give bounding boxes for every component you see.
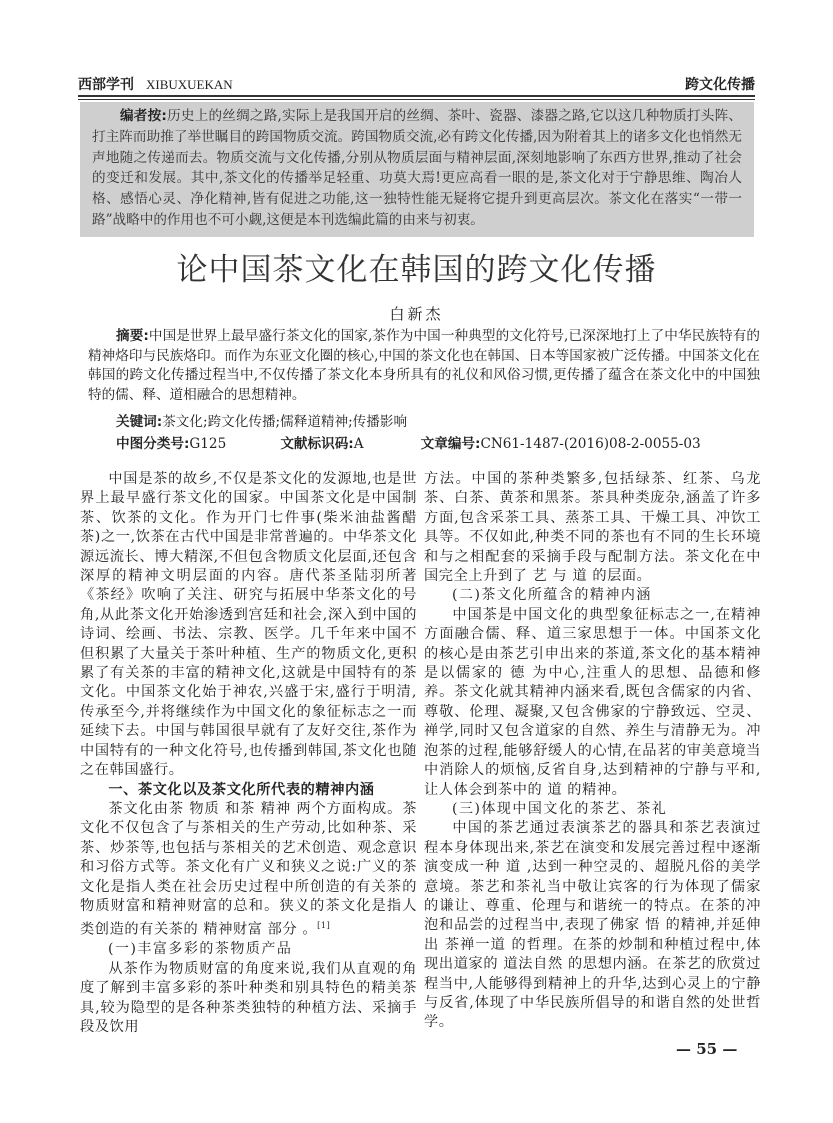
header-rule [78, 95, 755, 100]
clc-value: G125 [189, 436, 227, 452]
subsection-heading: (三)体现中国文化的茶艺、茶礼 [452, 800, 668, 817]
abstract-text: 中国是世界上最早盛行茶文化的国家,茶作为中国一种典型的文化符号,已深深地打上了中华民族特有的精神烙印与民族烙印。而作为东亚文化圈的核心,中国的茶文化也在韩国、日本等国家被广泛传播。中国茶文化在韩国的跨文化传播过程当中,不仅传播了茶文化本身所具有的礼仪和风俗习惯,更传播了蕴含在茶文化中的中国独特的儒、释、道相融合的思想精神。 [88, 328, 761, 403]
doc-code [280, 432, 416, 452]
article-number [421, 432, 701, 452]
subsection-heading: (一)丰富多彩的茶物质产品 [108, 941, 293, 958]
paragraph: 中国是茶的故乡,不仅是茶文化的发源地,也是世界上最早盛行茶文化的国家。中国茶文化是中国制茶、饮茶的文化。作为开门七件事(柴米油盐酱醋茶)之一,饮茶在古代中国是非常普遍的。中华茶文化源远流长、博大精深,不但包含物质文化层面,还包含深厚的精神文明层面的内容。唐代茶圣陆羽所著《茶经》吹响了关注、研究与拓展中华茶文化的号角,从此茶文化开始渗透到宫廷和社会,深入到中国的诗词、绘画、书法、宗教、医学。几千年来中国不但积累了大量关于茶叶种植、生产的物质文化,更积累了有关茶的丰富的精神文化,这就是中国特有的茶文化。中国茶文化始于神农,兴盛于宋,盛行于明清,传承至今,并将继续作为中国文化的象征标志之一而延续下去。中国与韩国很早就有了友好交往,茶作为中国特有的一种文化符号,也传播到韩国,茶文化也随之在韩国盛行。 [80, 471, 417, 779]
abstract-label: 摘要: [116, 328, 149, 344]
paragraph: 中国茶是中国文化的典型象征标志之一,在精神方面融合儒、释、道三家思想于一体。中国茶文化的核心是由茶艺引申出来的茶道,茶文化的基本精神是以儒家的 德 为中心,注重人的思想、品德和修养。茶文化就其精神内涵来看,既包含儒家的内省、尊敬、伦理、凝聚,又包含佛家的宁静致远、空灵、禅学,同时又包含道家的自然、养生与清静无为。冲泡茶的过程,能够舒缓人的心情,在品茗的审美意境当中消除人的烦恼,反省自身,达到精神的宁静与平和,让人体会到茶中的 道 的精神。 [424, 606, 761, 798]
article-title: 论中国茶文化在韩国的跨文化传播 [176, 252, 657, 288]
paragraph [80, 800, 417, 941]
clc-label: 中图分类号: [116, 436, 190, 452]
paragraph-continued: 方法。中国的茶种类繁多,包括绿茶、红茶、乌龙茶、白茶、黄茶和黑茶。茶具种类庞杂,涵盖了许多方面,包含采茶工具、蒸茶工具、干燥工具、冲饮工具等。不仅如此,种类不同的茶也有不同的生长环境和与之相配套的采摘手段与配制方法。茶文化在中国完全上升到了 艺 与 道 的层面。 [424, 471, 761, 585]
reference-marker: [1] [317, 921, 331, 931]
running-header [78, 74, 755, 94]
keywords [116, 410, 407, 430]
article-value: CN61-1487-(2016)08-2-0055-03 [480, 436, 701, 452]
paragraph: 中国的茶艺通过表演茶艺的器具和茶艺表演过程本身体现出来,茶艺在演变和发展完善过程中逐渐演变成一种 道 ,达到一种空灵的、超脱凡俗的美学意境。茶艺和茶礼当中敬让宾客的行为体现了儒家的谦让、尊重、伦理与和谐统一的特点。在茶的冲泡和品尝的过程当中,表现了佛家 悟 的精神,并延伸出 茶禅一道 的哲理。在茶的炒制和种植过程中,体现出道家的 道法自然 的思想内涵。在茶艺的欣赏过程当中,人能够得到精神上的升华,达到心灵上的宁静与反省,体现了中华民族所倡导的和谐自然的处世哲学。 [424, 820, 761, 1031]
article-meta [116, 432, 756, 452]
author: 白新杰 [389, 305, 444, 323]
paragraph-text: 茶文化由茶 物质 和茶 精神 两个方面构成。茶文化不仅包含了与茶相关的生产劳动,比如种茶、采茶、炒茶等,也包括与茶相关的艺术创造、观念意识和习俗方式等。茶文化有广义和狭义之说:广义的茶文化是指人类在社会历史过程中所创造的有关茶的物质财富和精神财富的总和。狭义的茶文化是指人类创造的有关茶的 精神财富 部分 。 [80, 800, 417, 939]
editor-note-label: 编者按: [120, 108, 167, 124]
keywords-text: 茶文化;跨文化传播;儒释道精神;传播影响 [162, 414, 408, 430]
section-heading: 一、茶文化以及茶文化所代表的精神内涵 [108, 781, 375, 798]
keywords-label: 关键词: [116, 414, 163, 430]
journal-name-en: XIBUXUEKAN [146, 77, 233, 92]
article-label: 文章编号: [420, 436, 481, 452]
paragraph: 从茶作为物质财富的角度来说,我们从直观的角度了解到丰富多彩的茶叶种类和别具特色的精美茶具,较为隐型的是各种茶类独特的种植方法、采摘手段及饮用 [80, 960, 417, 1036]
body-column-left [80, 470, 417, 1038]
section-name: 跨文化传播 [685, 77, 755, 93]
journal-name [78, 74, 233, 94]
doc-value: A [353, 436, 364, 452]
editor-note [80, 102, 754, 237]
journal-name-cn: 西部学刊 [78, 77, 134, 93]
clc-number [116, 432, 276, 452]
doc-label: 文献标识码: [280, 436, 354, 452]
body-column-right [424, 470, 761, 1033]
abstract [88, 327, 760, 405]
editor-note-text: 历史上的丝绸之路,实际上是我国开启的丝绸、茶叶、瓷器、漆器之路,它以这几种物质打头阵、打主阵而助推了举世瞩目的跨国物质交流。跨国物质交流,必有跨文化传播,因为附着其上的诸多文化也悄然无声地随之传递而去。物质交流与文化传播,分别从物质层面与精神层面,深刻地影响了东西方世界,推动了社会的变迁和发展。其中,茶文化的传播举足轻重、功莫大焉!更应高看一眼的是,茶文化对于宁静思维、陶冶人格、感悟心灵、净化精神,皆有促进之功能,这一独特性能无疑将它提升到更高层次。茶文化在落实“一带一路”战略中的作用也不可小觑,这便是本刊选编此篇的由来与初衷。 [92, 108, 743, 228]
subsection-heading: (二)茶文化所蕴含的精神内涵 [452, 587, 652, 604]
page-number: — 55 — [676, 1040, 738, 1058]
